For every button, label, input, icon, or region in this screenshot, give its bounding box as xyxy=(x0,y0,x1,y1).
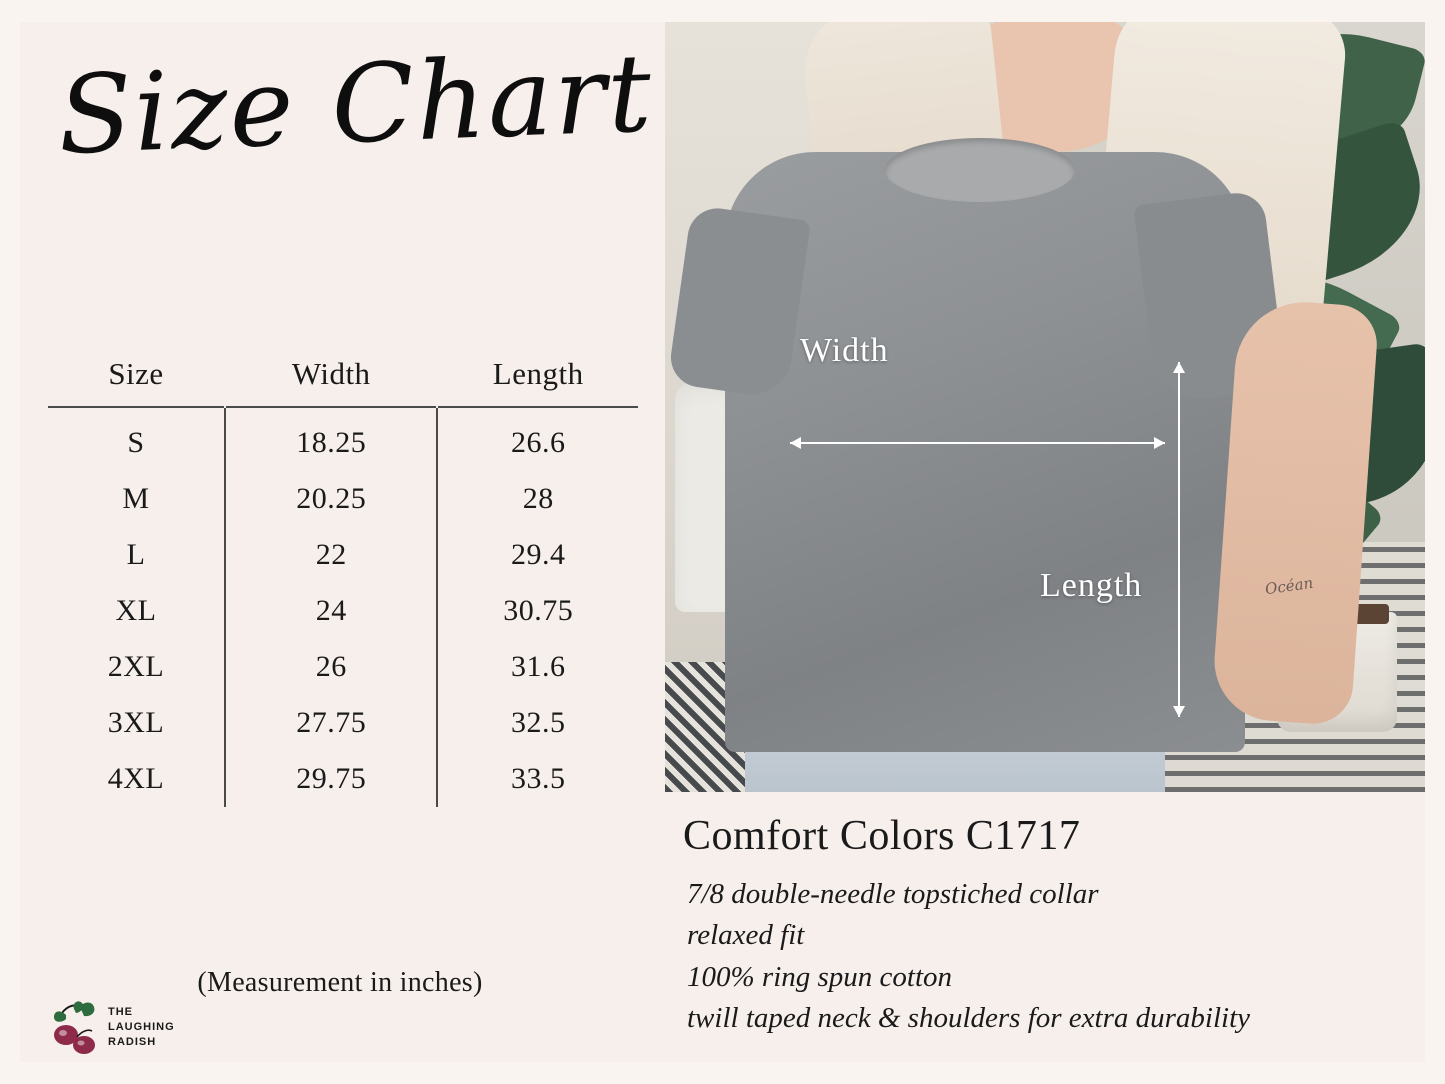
product-name: Comfort Colors C1717 xyxy=(683,813,1081,859)
model-tattoo: Océan xyxy=(1263,573,1315,599)
cell-width: 27.75 xyxy=(225,695,437,751)
column-header-size: Size xyxy=(108,356,164,391)
feature-item: relaxed fit xyxy=(687,919,805,952)
column-header-length: Length xyxy=(492,356,584,391)
table-header-row xyxy=(48,352,638,407)
cell-size: XL xyxy=(115,594,157,627)
cell-width: 24 xyxy=(225,583,437,639)
cell-length: 31.6 xyxy=(510,650,566,683)
width-label: Width xyxy=(800,332,889,369)
cell-width: 22 xyxy=(225,527,437,583)
length-label: Length xyxy=(1040,567,1143,604)
column-header-width: Width xyxy=(291,356,371,391)
width-arrow-icon xyxy=(790,442,1165,444)
cell-size: 2XL xyxy=(107,650,165,683)
left-column xyxy=(20,22,660,1062)
cell-length: 26.6 xyxy=(510,426,566,459)
cell-size: 3XL xyxy=(107,706,165,739)
table-row xyxy=(48,639,638,695)
cell-size: M xyxy=(122,482,150,515)
size-table-wrapper xyxy=(48,352,638,807)
cell-length: 29.4 xyxy=(510,538,566,571)
length-arrow-icon xyxy=(1178,362,1180,717)
cell-width: 18.25 xyxy=(225,407,437,471)
right-column xyxy=(665,22,1425,1062)
measurement-note: (Measurement in inches) xyxy=(197,967,483,998)
feature-item: 7/8 double-needle topstiched collar xyxy=(687,878,1099,910)
logo-line-2: LAUGHING xyxy=(108,1020,175,1033)
cell-size: 4XL xyxy=(107,762,165,795)
logo-line-3: RADISH xyxy=(108,1035,157,1048)
table-head xyxy=(48,352,638,407)
table-row xyxy=(48,471,638,527)
cell-width: 29.75 xyxy=(225,751,437,807)
table-row xyxy=(48,407,638,471)
cell-length: 28 xyxy=(522,482,554,515)
feature-item: twill taped neck & shoulders for extra durability xyxy=(687,1002,1251,1035)
product-features xyxy=(687,874,1427,1040)
brand-logo xyxy=(50,997,190,1057)
size-table xyxy=(48,352,638,807)
product-photo xyxy=(665,22,1425,792)
chart-card xyxy=(20,22,1425,1062)
radish-icon xyxy=(50,999,104,1055)
cell-size: S xyxy=(127,426,145,459)
page-title: Size Chart xyxy=(55,31,656,179)
feature-item: 100% ring spun cotton xyxy=(687,960,953,993)
cell-length: 30.75 xyxy=(503,594,574,627)
logo-line-1: THE xyxy=(108,1006,133,1018)
table-row xyxy=(48,527,638,583)
table-row xyxy=(48,583,638,639)
cell-width: 20.25 xyxy=(225,471,437,527)
cell-width: 26 xyxy=(225,639,437,695)
model-arm xyxy=(1211,298,1380,727)
cell-length: 32.5 xyxy=(510,706,566,739)
table-row xyxy=(48,751,638,807)
table-row xyxy=(48,695,638,751)
cell-length: 33.5 xyxy=(510,762,566,795)
table-body xyxy=(48,407,638,807)
cell-size: L xyxy=(126,538,146,571)
logo-wordmark xyxy=(108,1005,175,1050)
